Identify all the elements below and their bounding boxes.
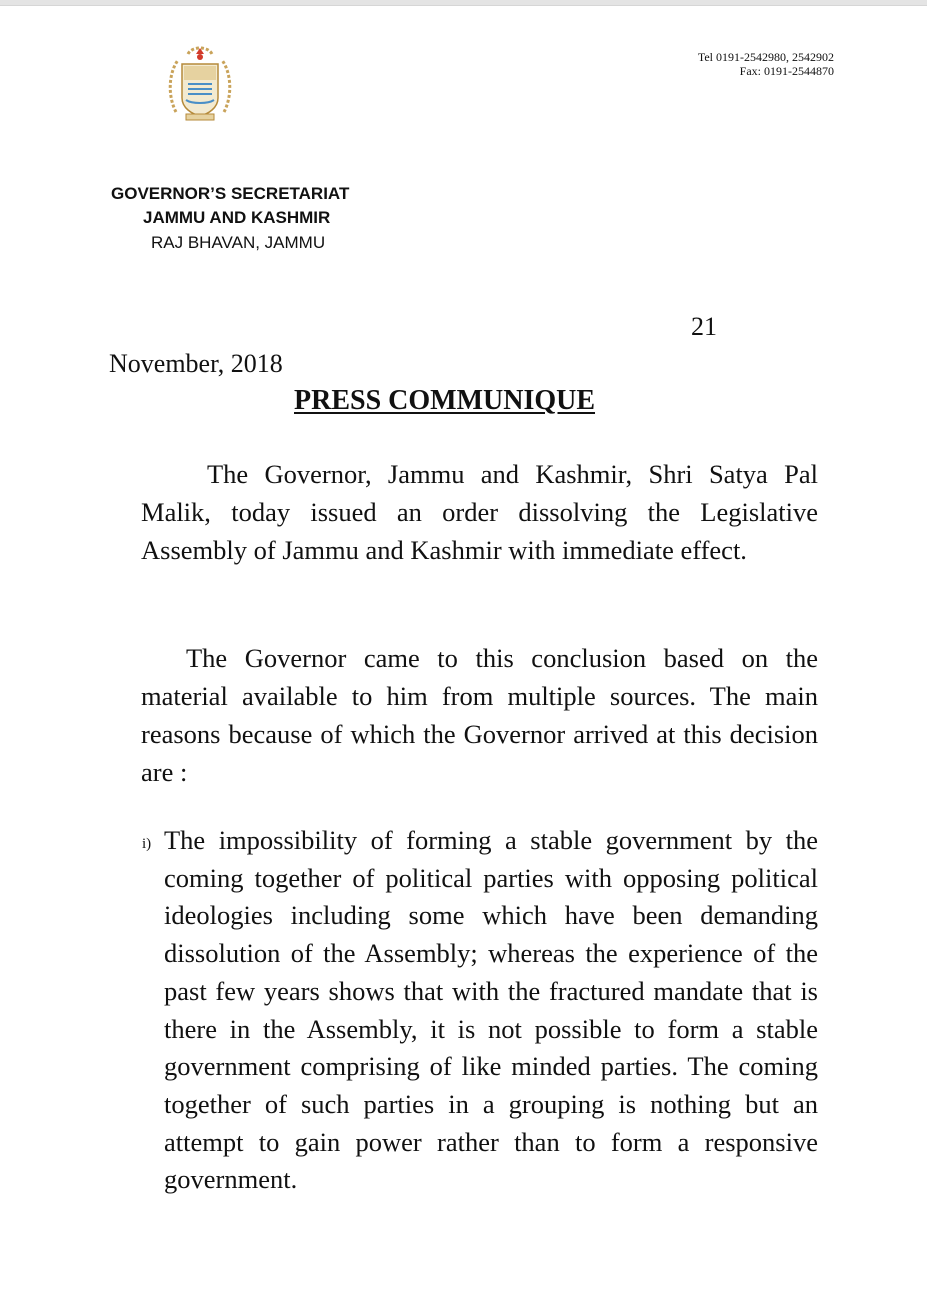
cut-off-next-line <box>165 1266 819 1296</box>
list-item-marker: i) <box>142 836 152 852</box>
date-day: 21 <box>691 312 717 341</box>
telephone: Tel 0191-2542980, 2542902 <box>697 50 834 64</box>
list-item-text: The impossibility of forming a stable government by the coming together of political parties with opposing political ideologies including some which have been demanding dissolution of the Assembly; whereas the experience of the past few years shows that with the fractured mandate that is there in the Assembly, it is not possible to form a stable government comprising of like minded parties. The coming together of such parties in a grouping is nothing but an attempt to gain power rather than to form a responsive government. <box>164 825 818 1195</box>
date-month-year: November, 2018 <box>109 349 283 378</box>
office-name-1: GOVERNOR’S SECRETARIAT <box>111 184 350 203</box>
office-name-2: JAMMU AND KASHMIR <box>143 208 331 227</box>
contact-block <box>698 50 834 78</box>
office-address: RAJ BHAVAN, JAMMU <box>151 233 326 252</box>
fax: Fax: 0191-2544870 <box>739 64 834 78</box>
top-border <box>0 0 927 6</box>
document-title: PRESS COMMUNIQUE <box>294 385 596 416</box>
state-emblem <box>166 42 234 124</box>
paragraph-1: The Governor, Jammu and Kashmir, Shri Satya Pal Malik, today issued an order dissolving the Legislative Assembly of Jammu and Kashmir with immediate effect. <box>141 459 818 565</box>
paragraph-2: The Governor came to this conclusion based on the material available to him from multiple sources. The main reasons because of which the Governor arrived at this decision are : <box>141 643 818 787</box>
